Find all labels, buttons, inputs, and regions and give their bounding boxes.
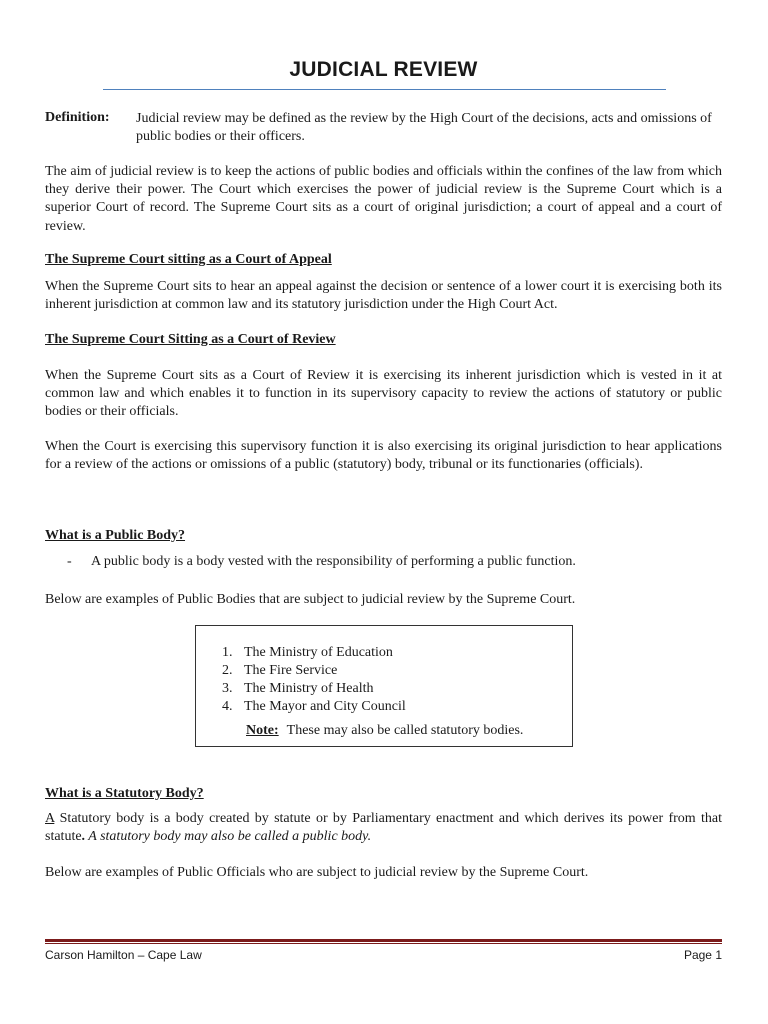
definition-text: Judicial review may be defined as the review by the High Court of the decisions, acts and omissions of public bodies or their officers. [136, 111, 712, 145]
list-item: 2. The Fire Service [222, 663, 338, 678]
public-bodies-intro: Below are examples of Public Bodies that are subject to judicial review by the Supreme Court. [45, 592, 576, 607]
statutory-body-text: A Statutory body is a body created by statute or by Parliamentary enactment and which derives its power from that statute. A statutory body may also be called a public body. [45, 811, 722, 845]
review-text-2: When the Court is exercising this supervisory function it is also exercising its original jurisdiction to hear applications for a review of the actions or omissions of a public (statutory) body, tribunal or its functionaries (officials). [45, 439, 722, 473]
public-body-heading: What is a Public Body? [45, 528, 186, 543]
public-body-bullet: A public body is a body vested with the responsibility of performing a public function. [91, 554, 576, 569]
examples-box [195, 625, 573, 747]
title-underline [103, 89, 666, 90]
appeal-heading: The Supreme Court sitting as a Court of Appeal [45, 252, 332, 267]
list-item: 3. The Ministry of Health [222, 681, 374, 696]
document-title: JUDICIAL REVIEW [289, 58, 478, 81]
list-item: 4. The Mayor and City Council [222, 699, 406, 714]
note-text: These may also be called statutory bodies. [286, 723, 524, 738]
note-label: Note: [246, 723, 279, 738]
appeal-text: When the Supreme Court sits to hear an appeal against the decision or sentence of a lower court it is exercising both its inherent jurisdiction at common law and its statutory jurisdiction under the High Court Act. [45, 279, 722, 313]
page-number: Page 1 [683, 948, 722, 962]
review-text-1: When the Supreme Court sits as a Court of Review it is exercising its inherent jurisdiction which is vested in it at common law and which enables it to function in its supervisory capacity to review the actions of statutory or public bodies or their officials. [45, 368, 722, 420]
examples-list [222, 644, 406, 716]
footer-divider-thin [45, 943, 722, 944]
public-officials-intro: Below are examples of Public Officials who are subject to judicial review by the Supreme Court. [45, 865, 589, 880]
footer-author: Carson Hamilton – Cape Law [45, 948, 202, 962]
aim-paragraph: The aim of judicial review is to keep the actions of public bodies and officials within the confines of the law from which they derive their power. The Court which exercises the power of judicial review is the Supreme Court which is a superior Court of record. The Supreme Court sits as a court of original jurisdiction; a court of appeal and a court of review. [45, 164, 722, 234]
footer-divider [45, 939, 722, 942]
review-heading: The Supreme Court Sitting as a Court of Review [45, 332, 336, 347]
examples-note [246, 723, 523, 739]
definition-label: Definition: [45, 110, 110, 125]
bullet-marker: - [67, 554, 72, 569]
list-item: 1. The Ministry of Education [222, 645, 393, 660]
statutory-body-heading: What is a Statutory Body? [45, 786, 204, 801]
